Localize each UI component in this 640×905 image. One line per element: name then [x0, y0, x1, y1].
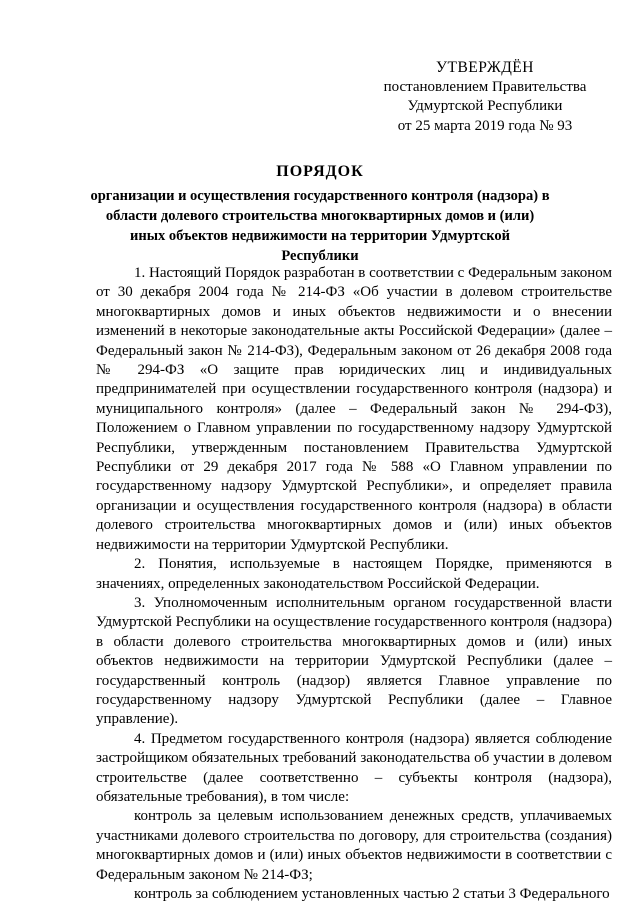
- paragraph-3: 3. Уполномоченным исполнительным органом государственной власти Удмуртской Республики на осуществление государственного контроля (надзора) в области долевого строительства многоквартирных домов и (или) иных объектов недвижимости на территории Удмуртской Республики (далее – государственный контроль (надзор) является Главное управление по государственному надзору Удмуртской Республики (далее – Главное управление).: [96, 594, 612, 728]
- document-title-block: [90, 162, 550, 266]
- approval-line-2: Удмуртской Республики: [407, 98, 563, 114]
- paragraph-1: 1. Настоящий Порядок разработан в соответствии с Федеральным законом от 30 декабря 2004 года № 214-ФЗ «Об участии в долевом строительстве многоквартирных домов и иных объектов недвижимости и о внесении изменений в некоторые законодательные акты Российской Федерации» (далее – Федеральный закон № 214-ФЗ), Федеральным законом от 26 декабря 2008 года № 294-ФЗ «О защите прав юридических лиц и индивидуальных предпринимателей при осуществлении государственного контроля (надзора) и муниципального контроля» (далее – Федеральный закон № 294-ФЗ), Положением о Главном управлении по государственному надзору Удмуртской Республики, утвержденным постановлением Правительства Удмуртской Республики от 29 декабря 2017 года № 588 «О Главном управлении по государственному надзору Удмуртской Республики», и определяет правила организации и осуществления государственного контроля (надзора) в области долевого строительства многоквартирных домов и (или) иных объектов недвижимости на территории Удмуртской Республики.: [96, 265, 612, 553]
- paragraph-2: 2. Понятия, используемые в настоящем Порядке, применяются в значениях, определенных законодательством Российской Федерации.: [96, 556, 612, 592]
- approval-line-3: от 25 марта 2019 года № 93: [397, 117, 573, 134]
- approval-stamp: [360, 58, 610, 136]
- approval-heading: УТВЕРЖДЁН: [436, 59, 534, 76]
- paragraph-5: контроль за целевым использованием денежных средств, уплачиваемых участниками долевого строительства по договору, для строительства (создания) многоквартирных домов и (или) иных объектов недвижимости в соответствии с Федеральным законом № 214-ФЗ;: [96, 808, 612, 883]
- document-body: [96, 264, 612, 905]
- paragraph-4: 4. Предметом государственного контроля (надзора) является соблюдение застройщиком обязательных требований законодательства об участии в долевом строительстве (далее соответственно – субъекты контроля (надзора), обязательные требования), в том числе:: [96, 730, 612, 805]
- document-title: ПОРЯДОК: [276, 163, 364, 180]
- approval-line-1: постановлением Правительства: [383, 78, 587, 95]
- paragraph-6: контроль за соблюдением установленных частью 2 статьи 3 Федерального: [134, 886, 610, 902]
- document-subtitle: организации и осуществления государственного контроля (надзора) в области долевого строительства многоквартирных домов и (или) иных объектов недвижимости на территории Удмуртской Республики: [90, 188, 550, 264]
